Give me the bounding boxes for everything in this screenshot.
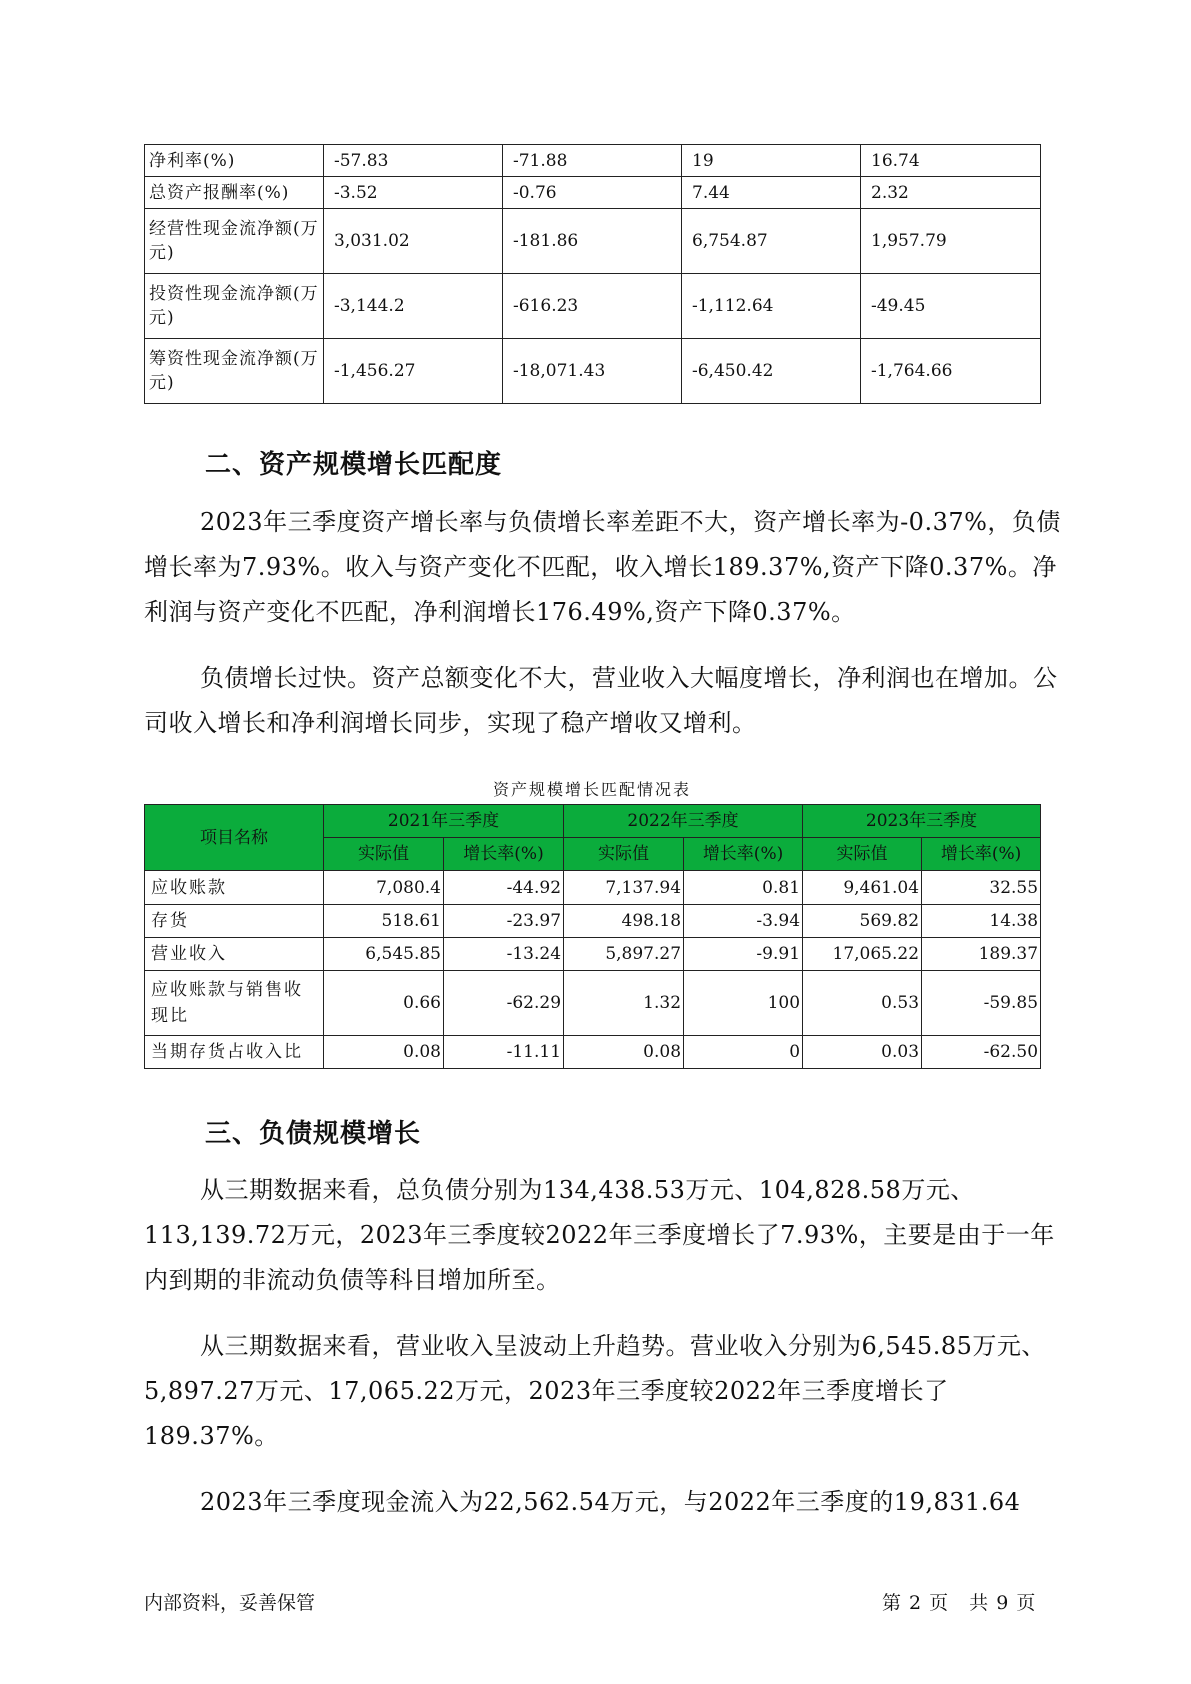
- cell: -11.11: [444, 1036, 564, 1069]
- cell: -3.52: [324, 177, 503, 209]
- header-row: [145, 805, 1041, 838]
- row-label: 营业收入: [145, 938, 324, 971]
- cell: 0.08: [324, 1036, 444, 1069]
- paragraph: 负债增长过快。资产总额变化不大，营业收入大幅度增长，净利润也在增加。公司收入增长和净利润增长同步，实现了稳产增收又增利。: [144, 664, 1058, 737]
- cell: 498.18: [564, 905, 684, 938]
- row-label: 当期存货占收入比: [145, 1036, 324, 1069]
- cell: 7,137.94: [564, 871, 684, 905]
- cell: 16.74: [861, 145, 1041, 177]
- cell: 1.32: [564, 971, 684, 1036]
- growth-rate-header: 增长率(%): [922, 838, 1041, 871]
- cell: -13.24: [444, 938, 564, 971]
- cell: 518.61: [324, 905, 444, 938]
- cell: 100: [684, 971, 803, 1036]
- cell: -1,112.64: [682, 274, 861, 339]
- period-header: 2022年三季度: [564, 805, 803, 838]
- table-row: [145, 938, 1041, 971]
- cell: 7.44: [682, 177, 861, 209]
- cell: -59.85: [922, 971, 1041, 1036]
- row-label: 总资产报酬率(%): [145, 177, 324, 209]
- item-name-header: 项目名称: [145, 805, 324, 871]
- cell: 0: [684, 1036, 803, 1069]
- cell: -181.86: [503, 209, 682, 274]
- row-label: 存货: [145, 905, 324, 938]
- period-header: 2021年三季度: [324, 805, 564, 838]
- cell: 6,545.85: [324, 938, 444, 971]
- cell: 5,897.27: [564, 938, 684, 971]
- table-row: [145, 145, 1041, 177]
- table-row: [145, 339, 1041, 404]
- cell: 0.53: [803, 971, 922, 1036]
- actual-value-header: 实际值: [803, 838, 922, 871]
- cell: 189.37: [922, 938, 1041, 971]
- paragraph: 从三期数据来看，营业收入呈波动上升趋势。营业收入分别为6,545.85万元、5,897.27万元、17,065.22万元，2023年三季度较2022年三季度增长了189.37%。: [144, 1332, 1046, 1450]
- cell: -57.83: [324, 145, 503, 177]
- actual-value-header: 实际值: [564, 838, 684, 871]
- cell: -62.50: [922, 1036, 1041, 1069]
- cell: -18,071.43: [503, 339, 682, 404]
- cell: 14.38: [922, 905, 1041, 938]
- cell: 1,957.79: [861, 209, 1041, 274]
- row-label: 应收账款: [145, 871, 324, 905]
- paragraph: 2023年三季度资产增长率与负债增长率差距不大，资产增长率为-0.37%，负债增长率为7.93%。收入与资产变化不匹配，收入增长189.37%,资产下降0.37%。净利润与资产变化不匹配，净利润增长176.49%,资产下降0.37%。: [144, 508, 1061, 626]
- cell: 7,080.4: [324, 871, 444, 905]
- section-heading-asset-scale: 二、资产规模增长匹配度: [205, 450, 503, 480]
- cell: -0.76: [503, 177, 682, 209]
- cell: 0.08: [564, 1036, 684, 1069]
- cell: -616.23: [503, 274, 682, 339]
- cell: -1,764.66: [861, 339, 1041, 404]
- cell: 6,754.87: [682, 209, 861, 274]
- cell: 9,461.04: [803, 871, 922, 905]
- paragraph: 2023年三季度现金流入为22,562.54万元，与2022年三季度的19,831.64: [200, 1488, 1021, 1516]
- cell: 0.03: [803, 1036, 922, 1069]
- cell: 569.82: [803, 905, 922, 938]
- growth-rate-header: 增长率(%): [444, 838, 564, 871]
- page-number: 第 2 页 共 9 页: [882, 1592, 1037, 1614]
- row-label: 应收账款与销售收现比: [145, 971, 324, 1036]
- cell: -6,450.42: [682, 339, 861, 404]
- section-heading-liability-scale: 三、负债规模增长: [205, 1119, 422, 1149]
- cell: -1,456.27: [324, 339, 503, 404]
- growth-rate-header: 增长率(%): [684, 838, 803, 871]
- table-row: [145, 177, 1041, 209]
- period-header: 2023年三季度: [803, 805, 1041, 838]
- cell: 32.55: [922, 871, 1041, 905]
- cell: 2.32: [861, 177, 1041, 209]
- footer-confidential-note: 内部资料，妥善保管: [144, 1592, 316, 1614]
- cell: 3,031.02: [324, 209, 503, 274]
- paragraph: 从三期数据来看，总负债分别为134,438.53万元、104,828.58万元、113,139.72万元，2023年三季度较2022年三季度增长了7.93%，主要是由于一年内到期的非流动负债等科目增加所至。: [144, 1176, 1055, 1294]
- cell: -62.29: [444, 971, 564, 1036]
- table-row: [145, 905, 1041, 938]
- cell: -71.88: [503, 145, 682, 177]
- actual-value-header: 实际值: [324, 838, 444, 871]
- cell: -9.91: [684, 938, 803, 971]
- cell: 17,065.22: [803, 938, 922, 971]
- cell: 0.81: [684, 871, 803, 905]
- table-row: [145, 274, 1041, 339]
- cell: -3,144.2: [324, 274, 503, 339]
- cell: 19: [682, 145, 861, 177]
- row-label: 净利率(%): [145, 145, 324, 177]
- cell: -3.94: [684, 905, 803, 938]
- cell: -44.92: [444, 871, 564, 905]
- table-row: [145, 971, 1041, 1036]
- table-row: [145, 871, 1041, 905]
- cell: -23.97: [444, 905, 564, 938]
- asset-scale-match-table: [144, 804, 1041, 1069]
- row-label: 筹资性现金流净额(万元): [145, 339, 324, 404]
- row-label: 投资性现金流净额(万元): [145, 274, 324, 339]
- cell: 0.66: [324, 971, 444, 1036]
- cell: -49.45: [861, 274, 1041, 339]
- table-row: [145, 1036, 1041, 1069]
- financial-indicators-table: [144, 144, 1041, 404]
- table-caption: 资产规模增长匹配情况表: [492, 780, 691, 799]
- table-row: [145, 209, 1041, 274]
- row-label: 经营性现金流净额(万元): [145, 209, 324, 274]
